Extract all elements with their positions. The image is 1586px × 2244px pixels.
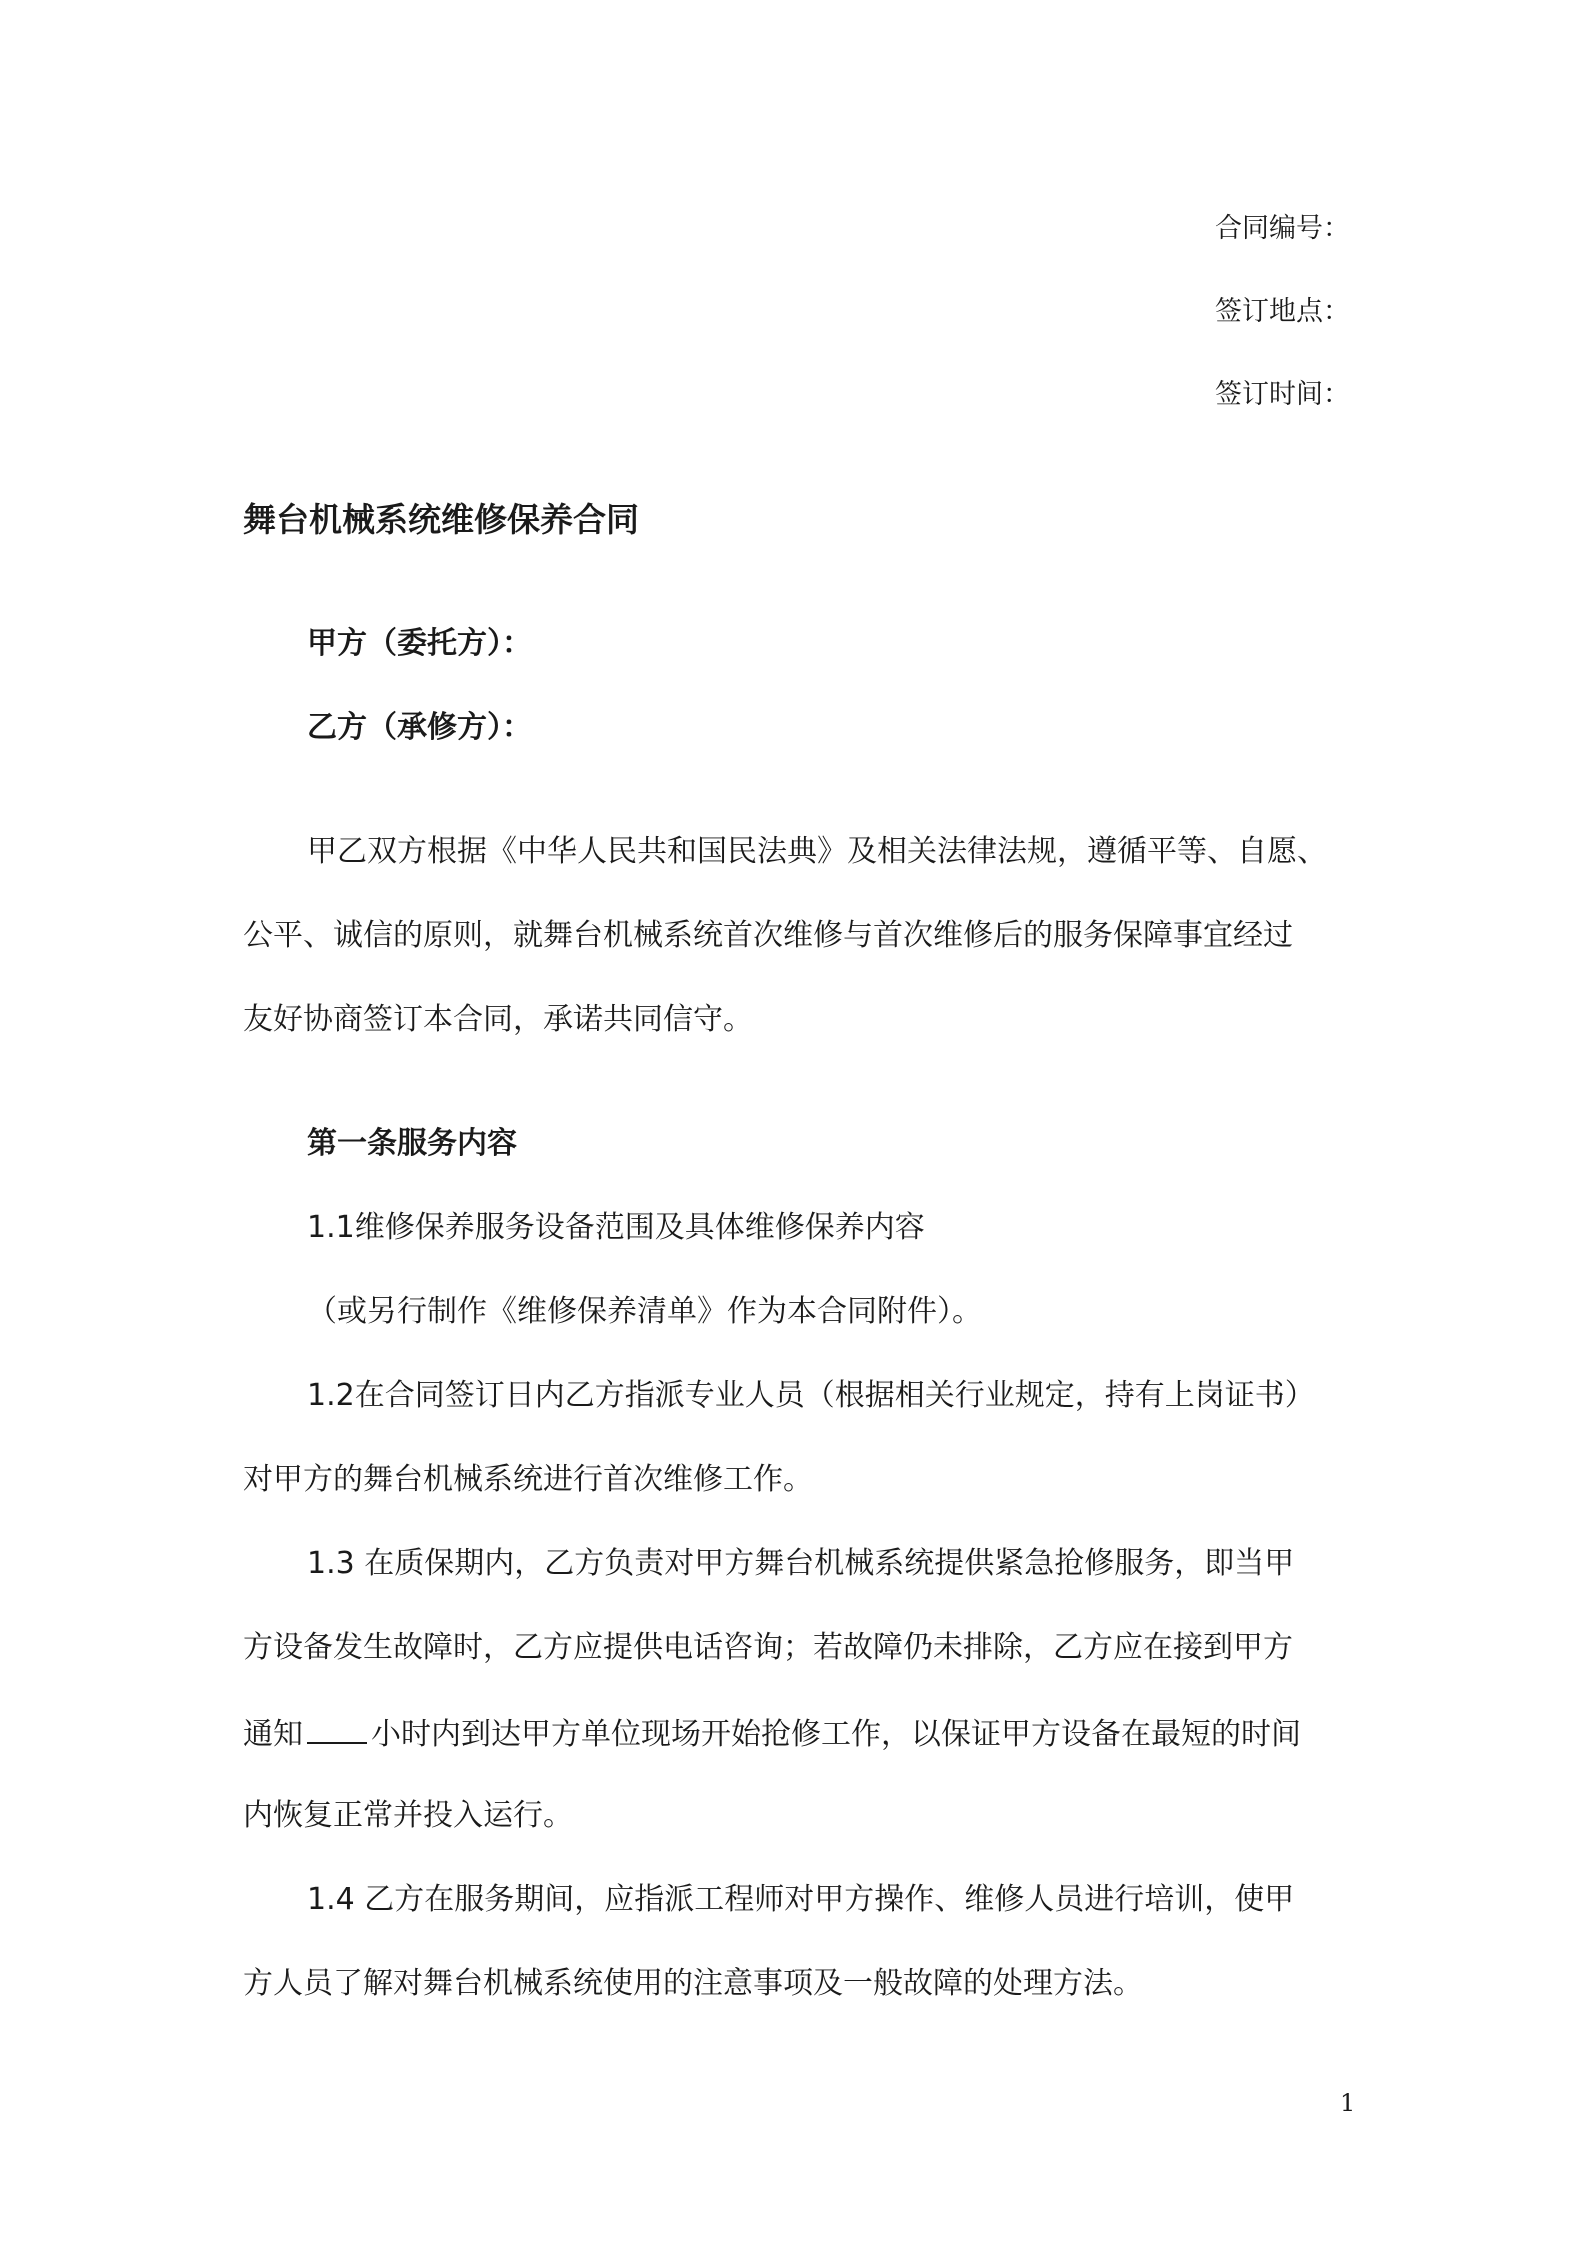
- page-number: 1: [1340, 2089, 1356, 2117]
- arrival-text: 小时内到达甲方单位现场开始抢修工作，以保证甲方设备在最短的时间: [371, 1717, 1301, 1752]
- article-1-heading: 第一条服务内容: [307, 1126, 517, 1161]
- clause-1-2-line-1: 1.2在合同签订日内乙方指派专业人员（根据相关行业规定，持有上岗证书）: [307, 1378, 1315, 1413]
- party-b-label: 乙方（承修方）：: [307, 710, 532, 745]
- notify-text: 通知: [243, 1717, 303, 1752]
- preamble-line-3: 友好协商签订本合同，承诺共同信守。: [243, 1002, 753, 1037]
- signing-place-label: 签订地点：: [1215, 296, 1350, 327]
- clause-1-4-line-2: 方人员了解对舞台机械系统使用的注意事项及一般故障的处理方法。: [243, 1966, 1143, 2001]
- clause-1-1-line-2: （或另行制作《维修保养清单》作为本合同附件）。: [307, 1294, 982, 1329]
- signing-time-label: 签订时间：: [1215, 379, 1350, 410]
- party-a-label: 甲方（委托方）：: [307, 626, 532, 661]
- preamble-line-1: 甲乙双方根据《中华人民共和国民法典》及相关法律法规，遵循平等、自愿、: [307, 834, 1327, 869]
- clause-1-3-line-3: [243, 1712, 1301, 1755]
- clause-1-1-line-1: 1.1维修保养服务设备范围及具体维修保养内容: [307, 1210, 925, 1245]
- clause-1-3-line-1: 1.3 在质保期内，乙方负责对甲方舞台机械系统提供紧急抢修服务，即当甲: [307, 1546, 1295, 1581]
- preamble-line-2: 公平、诚信的原则，就舞台机械系统首次维修与首次维修后的服务保障事宜经过: [243, 918, 1293, 953]
- contract-number-label: 合同编号：: [1215, 213, 1350, 244]
- document-title: 舞台机械系统维修保养合同: [243, 500, 639, 539]
- hours-blank-field: [307, 1712, 367, 1744]
- clause-1-3-line-2: 方设备发生故障时，乙方应提供电话咨询；若故障仍未排除，乙方应在接到甲方: [243, 1630, 1293, 1665]
- clause-1-2-line-2: 对甲方的舞台机械系统进行首次维修工作。: [243, 1462, 813, 1497]
- clause-1-3-line-4: 内恢复正常并投入运行。: [243, 1798, 573, 1833]
- clause-1-4-line-1: 1.4 乙方在服务期间，应指派工程师对甲方操作、维修人员进行培训，使甲: [307, 1882, 1295, 1917]
